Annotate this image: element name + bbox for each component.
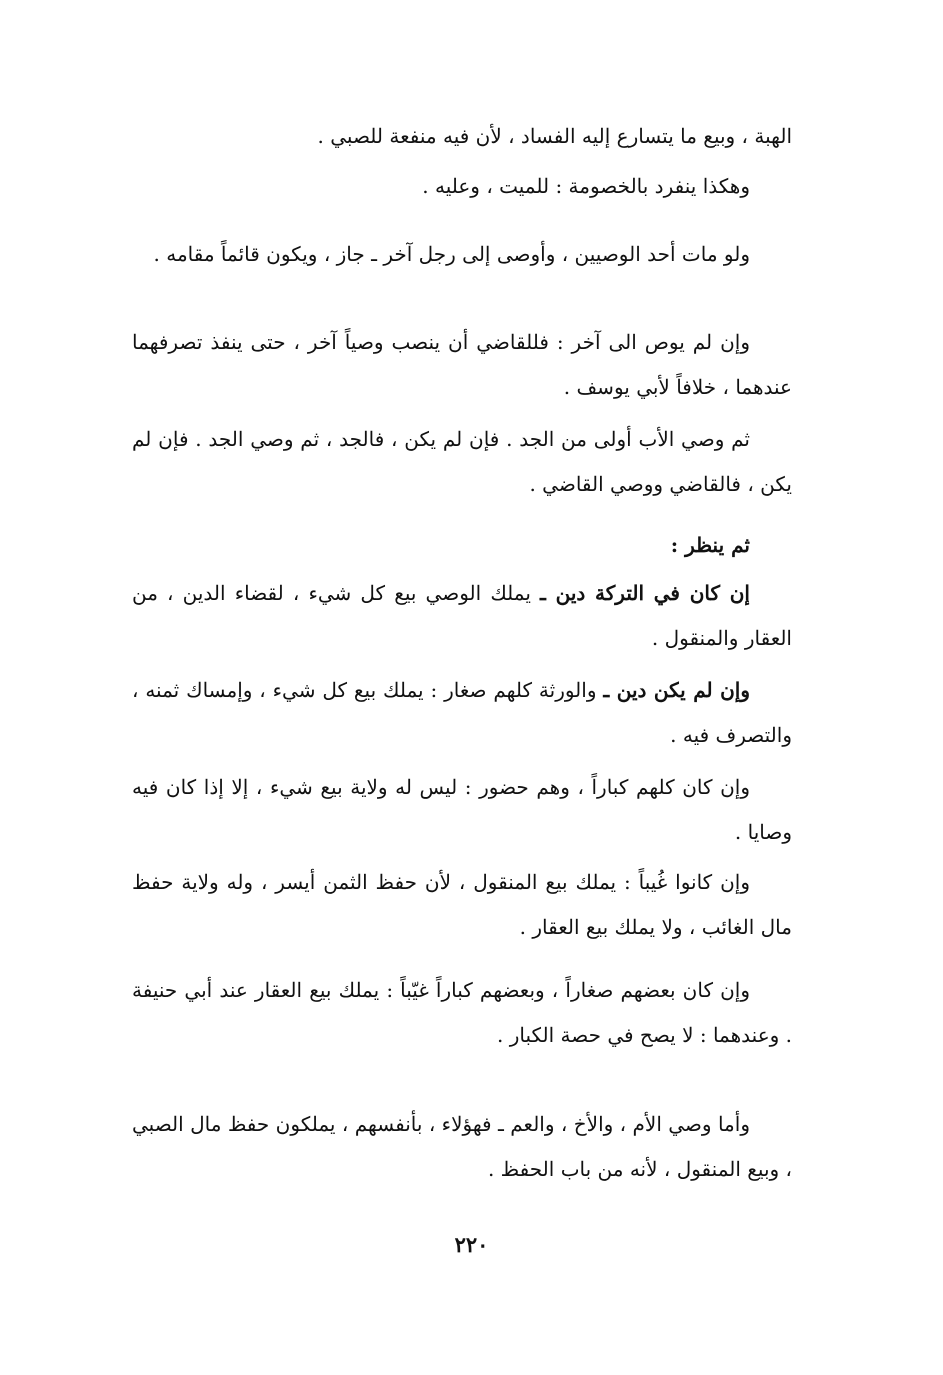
paragraph-text: يملك الوصي بيع كل شيء ، لقضاء الدين ، من العقار والمنقول . (132, 581, 792, 650)
paragraph-4 (132, 320, 792, 410)
paragraph-lead: إن كان في التركة دين ـ (540, 581, 750, 605)
paragraph-text: وإن لم يوص الى آخر : فللقاضي أن ينصب وصياً آخر ، حتى ينفذ تصرفهما عندهما ، خلافاً لأبي يوسف . (132, 330, 792, 399)
paragraph-text: ثم وصي الأب أولى من الجد . فإن لم يكن ، فالجد ، ثم وصي الجد . فإن لم يكن ، فالقاضي ووصي القاضي . (132, 427, 792, 496)
paragraph-10 (132, 860, 792, 950)
paragraph-text: وإن كان بعضهم صغاراً ، وبعضهم كباراً غيّباً : يملك بيع العقار عند أبي حنيفة . وعندهما : لا يصح في حصة الكبار . (132, 978, 792, 1047)
paragraph-11 (132, 968, 792, 1058)
paragraph-text: ولو مات أحد الوصيين ، وأوصى إلى رجل آخر ـ جاز ، ويكون قائماً مقامه . (153, 242, 750, 266)
paragraph-8 (132, 668, 792, 758)
paragraph-text: وهكذا ينفرد بالخصومة : للميت ، وعليه . (422, 174, 750, 198)
paragraph-text: وإن كان كلهم كباراً ، وهم حضور : ليس له ولاية بيع شيء ، إلا إذا كان فيه وصايا . (132, 775, 792, 844)
paragraph-7 (132, 571, 792, 661)
paragraph-text: الهبة ، وبيع ما يتسارع إليه الفساد ، لأن فيه منفعة للصبي . (317, 124, 792, 148)
paragraph-lead: وإن لم يكن دين ـ (603, 678, 750, 702)
paragraph-12 (132, 1102, 792, 1192)
paragraph-1 (132, 114, 792, 159)
section-heading (132, 523, 792, 568)
paragraph-text: وأما وصي الأم ، والأخ ، والعم ـ فهؤلاء ، بأنفسهم ، يملكون حفظ مال الصبي ، وبيع المنقول ، لأنه من باب الحفظ . (132, 1112, 792, 1181)
paragraph-9 (132, 765, 792, 855)
paragraph-text: وإن كانوا غُيباً : يملك بيع المنقول ، لأن حفظ الثمن أيسر ، وله ولاية حفظ مال الغائب ، ولا يملك بيع العقار . (132, 870, 792, 939)
paragraph-5 (132, 417, 792, 507)
paragraph-3 (132, 232, 792, 277)
page-number: ٢٢٠ (454, 1232, 489, 1257)
paragraph-text: والورثة كلهم صغار : يملك بيع كل شيء ، وإمساك ثمنه ، والتصرف فيه . (132, 678, 792, 747)
paragraph-2 (132, 164, 792, 209)
heading-text: ثم ينظر : (670, 533, 750, 557)
